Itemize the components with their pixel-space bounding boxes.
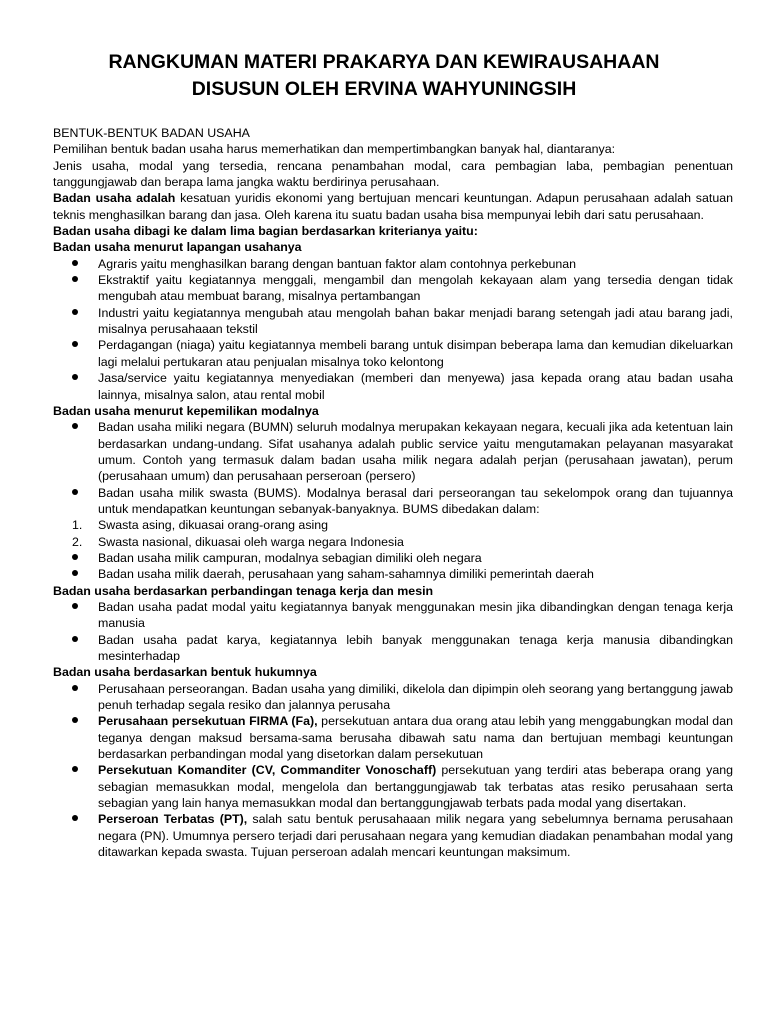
definition-term: Badan usaha adalah <box>53 191 176 206</box>
list-item <box>53 681 733 714</box>
heading-lapangan-usaha: Badan usaha menurut lapangan usahanya <box>53 240 302 255</box>
document-body <box>53 125 733 860</box>
list-item <box>53 272 733 305</box>
bullet-icon <box>72 370 78 386</box>
list-item <box>53 599 733 632</box>
bullet-icon <box>72 681 78 697</box>
intro-criteria: Jenis usaha, modal yang tersedia, rencana penambahan modal, cara pembagian laba, pembagian penentuan tanggungjawab dan berapa lama jangka waktu berdirinya perusahaan. <box>53 158 733 190</box>
list-item-text: Swasta asing, dikuasai orang-orang asing <box>98 518 329 533</box>
heading-tenaga-kerja-mesin: Badan usaha berdasarkan perbandingan tenaga kerja dan mesin <box>53 583 434 598</box>
list-item <box>53 762 733 811</box>
bullet-icon <box>72 550 78 566</box>
list-item-text: Perdagangan (niaga) yaitu kegiatannya membeli barang untuk disimpan beberapa lama dan kemudian dikeluarkan lagi melalui pertukaran atau penjualan misalnya toko kelontong <box>98 338 733 369</box>
list-item-term: Perseroan Terbatas (PT), <box>98 812 248 827</box>
list-item-term: Perusahaan persekutuan FIRMA (Fa), <box>98 714 318 729</box>
bullet-icon <box>72 337 78 353</box>
list-item-text: salah satu bentuk perusahaaan milik negara yang sebelumnya bernama perusahaan negara (PN). Umumnya persero terjadi dari perusahaan negara yang kemudian diadakan penambahan modal yang ditawarkan kepada swasta. Tujuan perseroan adalah mencari keuntungan maksimum. <box>98 812 733 860</box>
bullet-icon <box>72 762 78 778</box>
list-item <box>53 337 733 370</box>
list-number: 2. <box>72 534 83 549</box>
heading-kepemilikan-modal: Badan usaha menurut kepemilikan modalnya <box>53 403 319 418</box>
list-item <box>53 811 733 860</box>
list-item <box>53 305 733 338</box>
list-item-text: Jasa/service yaitu kegiatannya menyediakan (memberi dan menyewa) jasa kepada orang atau badan usaha lainnya, misalnya salon, atau rental mobil <box>98 371 733 402</box>
list-item-text: persekutuan yang terdiri atas beberapa orang yang sebagian memasukkan modal, mengelola dan bertanggungjawab tak terbatas atas resiko perusahaan serta sebagian yang lain hanya memasukkan modal dan bertanggungjawab terbats pada modal yang disertakan. <box>98 763 733 811</box>
bullet-icon <box>72 419 78 435</box>
list-item-text: persekutuan antara dua orang atau lebih yang menggabungkan modal dan teganya dengan maksud bersama-sama berusaha dibawah satu nama dan bertujuan membagi keuntungan berdasarkan perbandingan modal yang disetorkan dalam persekutuan <box>98 714 733 762</box>
list-item <box>53 419 733 484</box>
bullet-icon <box>72 632 78 648</box>
list-item <box>53 370 733 403</box>
list-item <box>53 566 733 582</box>
document-title-line-2: DISUSUN OLEH ERVINA WAHYUNINGSIH <box>191 78 577 100</box>
list-item-text: Badan usaha miliki negara (BUMN) seluruh modalnya merupakan kekayaan negara, kecuali jika ada ketentuan lain berdasarkan undang-undang. Sifat usahanya adalah public service yaitu mengutamakan pelayanan masyarakat umum. Contoh yang termasuk dalam badan usaha milik negara adalah perjan (perusahaan jawatan), perum (perusahaan umum) dan perusahaan perseroan (persero) <box>98 420 733 484</box>
list-item-text: Industri yaitu kegiatannya mengubah atau mengolah bahan bakar menjadi barang setengah jadi atau barang jadi, misalnya perusahaaan tekstil <box>98 305 733 337</box>
list-item <box>53 632 733 665</box>
numbered-item <box>53 534 733 550</box>
bullet-icon <box>72 599 78 615</box>
list-item-term: Persekutuan Komanditer (CV, Commanditer Vonoschaff) <box>98 763 437 778</box>
list-item-text: Badan usaha milik swasta (BUMS). Modalnya berasal dari perseorangan tau sekelompok orang dan tujuannya untuk mendapatkan keuntungan sebanyak-banyaknya. BUMS dibedakan dalam: <box>98 485 733 516</box>
list-item-text: Perusahaan perseorangan. Badan usaha yang dimiliki, dikelola dan dipimpin oleh seorang yang bertanggung jawab penuh terhadap segala resiko dan jalannya perusaha <box>98 681 733 713</box>
bullet-icon <box>72 485 78 501</box>
section-title: BENTUK-BENTUK BADAN USAHA <box>53 126 250 140</box>
bullet-icon <box>72 713 78 729</box>
list-item-text: Agraris yaitu menghasilkan barang dengan bantuan faktor alam contohnya perkebunan <box>98 256 577 271</box>
list-item <box>53 550 733 566</box>
list-item-text: Badan usaha milik daerah, perusahaan yang saham-sahamnya dimiliki pemerintah daerah <box>98 567 594 582</box>
list-item <box>53 713 733 762</box>
list-item <box>53 485 733 518</box>
list-item-text: Badan usaha padat modal yaitu kegiatannya banyak menggunakan mesin jika dibandingkan dengan tenaga kerja manusia <box>98 599 733 631</box>
numbered-item <box>53 517 733 533</box>
document-title-line-1: RANGKUMAN MATERI PRAKARYA DAN KEWIRAUSAHAAN <box>108 51 660 73</box>
definition-text: kesatuan yuridis ekonomi yang bertujuan mencari keuntungan. Adapun perusahaan adalah satuan teknis menghasilkan barang dan jasa. Oleh karena itu suatu badan usaha bisa mempunyai lebih dari satu perusahaan. <box>53 191 733 222</box>
list-item-text: Badan usaha padat karya, kegiatannya lebih banyak menggunakan tenaga kerja manusia dibandingkan mesinterhadap <box>98 632 733 663</box>
intro-sentence: Pemilihan bentuk badan usaha harus memerhatikan dan mempertimbangkan banyak hal, diantaranya: <box>53 142 616 157</box>
bullet-icon <box>72 272 78 288</box>
definition-paragraph <box>53 190 733 223</box>
bullet-icon <box>72 256 78 272</box>
list-item-text: Ekstraktif yaitu kegiatannya menggali, mengambil dan mengolah kekayaan alam yang tersedia dengan tidak mengubah atau membuat barang, misalnya pertambangan <box>98 273 733 304</box>
list-number: 1. <box>72 518 83 533</box>
bullet-icon <box>72 566 78 582</box>
list-item <box>53 256 733 272</box>
list-item-text: Swasta nasional, dikuasai oleh warga negara Indonesia <box>98 534 404 549</box>
bullet-icon <box>72 811 78 827</box>
division-statement: Badan usaha dibagi ke dalam lima bagian berdasarkan kriterianya yaitu: <box>53 224 478 239</box>
list-item-text: Badan usaha milik campuran, modalnya sebagian dimiliki oleh negara <box>98 550 482 565</box>
heading-bentuk-hukum: Badan usaha berdasarkan bentuk hukumnya <box>53 665 317 680</box>
bullet-icon <box>72 305 78 321</box>
